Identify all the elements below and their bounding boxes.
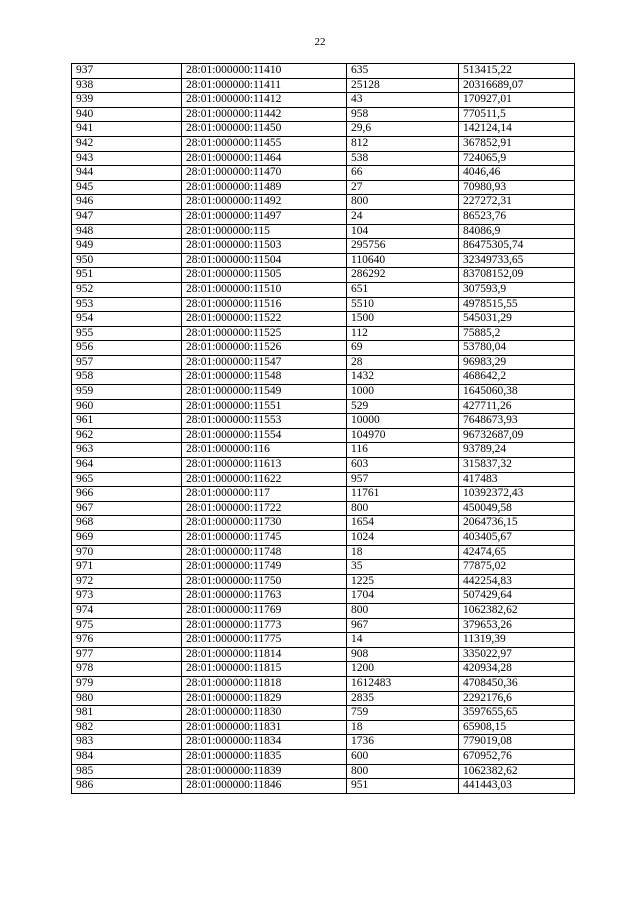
- table-row: [72, 458, 575, 473]
- table-row: [72, 122, 575, 137]
- area-cell: 2835: [347, 691, 459, 706]
- value-cell: 441443,03: [459, 779, 575, 794]
- table-row: [72, 341, 575, 356]
- value-cell: 724065,9: [459, 151, 575, 166]
- row-number-cell: 957: [72, 355, 182, 370]
- cadastral-number-cell: 28:01:000000:11450: [182, 122, 347, 137]
- area-cell: 800: [347, 501, 459, 516]
- cadastral-number-cell: 28:01:000000:11547: [182, 355, 347, 370]
- area-cell: 1654: [347, 516, 459, 531]
- area-cell: 14: [347, 633, 459, 648]
- value-cell: 7648673,93: [459, 414, 575, 429]
- area-cell: 104970: [347, 428, 459, 443]
- row-number-cell: 942: [72, 136, 182, 151]
- value-cell: 545031,29: [459, 312, 575, 327]
- table-row: [72, 239, 575, 254]
- table-row: [72, 676, 575, 691]
- row-number-cell: 983: [72, 735, 182, 750]
- data-table: [71, 63, 575, 794]
- value-cell: 507429,64: [459, 589, 575, 604]
- cadastral-number-cell: 28:01:000000:11551: [182, 399, 347, 414]
- area-cell: 10000: [347, 414, 459, 429]
- value-cell: 403405,67: [459, 531, 575, 546]
- row-number-cell: 943: [72, 151, 182, 166]
- area-cell: 116: [347, 443, 459, 458]
- row-number-cell: 969: [72, 531, 182, 546]
- value-cell: 468642,2: [459, 370, 575, 385]
- cadastral-number-cell: 28:01:000000:11548: [182, 370, 347, 385]
- area-cell: 112: [347, 326, 459, 341]
- table-row: [72, 166, 575, 181]
- area-cell: 1200: [347, 662, 459, 677]
- row-number-cell: 964: [72, 458, 182, 473]
- row-number-cell: 953: [72, 297, 182, 312]
- value-cell: 315837,32: [459, 458, 575, 473]
- row-number-cell: 944: [72, 166, 182, 181]
- table-row: [72, 647, 575, 662]
- value-cell: 4046,46: [459, 166, 575, 181]
- cadastral-number-cell: 28:01:000000:11470: [182, 166, 347, 181]
- area-cell: 800: [347, 603, 459, 618]
- row-number-cell: 971: [72, 560, 182, 575]
- table-row: [72, 706, 575, 721]
- cadastral-number-cell: 28:01:000000:11549: [182, 385, 347, 400]
- value-cell: 142124,14: [459, 122, 575, 137]
- cadastral-number-cell: 28:01:000000:11516: [182, 297, 347, 312]
- table-row: [72, 414, 575, 429]
- row-number-cell: 950: [72, 253, 182, 268]
- row-number-cell: 982: [72, 720, 182, 735]
- table-row: [72, 501, 575, 516]
- table-row: [72, 78, 575, 93]
- cadastral-number-cell: 28:01:000000:11773: [182, 618, 347, 633]
- table-row: [72, 282, 575, 297]
- row-number-cell: 960: [72, 399, 182, 414]
- table-row: [72, 253, 575, 268]
- area-cell: 24: [347, 209, 459, 224]
- cadastral-number-cell: 28:01:000000:11489: [182, 180, 347, 195]
- row-number-cell: 980: [72, 691, 182, 706]
- row-number-cell: 973: [72, 589, 182, 604]
- value-cell: 75885,2: [459, 326, 575, 341]
- table-body: [72, 64, 575, 794]
- value-cell: 86523,76: [459, 209, 575, 224]
- row-number-cell: 966: [72, 487, 182, 502]
- cadastral-number-cell: 28:01:000000:11464: [182, 151, 347, 166]
- row-number-cell: 963: [72, 443, 182, 458]
- cadastral-number-cell: 28:01:000000:11818: [182, 676, 347, 691]
- cadastral-number-cell: 28:01:000000:11554: [182, 428, 347, 443]
- row-number-cell: 984: [72, 749, 182, 764]
- table-row: [72, 180, 575, 195]
- table-row: [72, 93, 575, 108]
- row-number-cell: 938: [72, 78, 182, 93]
- area-cell: 967: [347, 618, 459, 633]
- cadastral-number-cell: 28:01:000000:11769: [182, 603, 347, 618]
- value-cell: 77875,02: [459, 560, 575, 575]
- row-number-cell: 972: [72, 574, 182, 589]
- cadastral-number-cell: 28:01:000000:11505: [182, 268, 347, 283]
- cadastral-number-cell: 28:01:000000:11835: [182, 749, 347, 764]
- row-number-cell: 970: [72, 545, 182, 560]
- row-number-cell: 945: [72, 180, 182, 195]
- value-cell: 3597655,65: [459, 706, 575, 721]
- table-row: [72, 326, 575, 341]
- table-row: [72, 633, 575, 648]
- cadastral-number-cell: 28:01:000000:11830: [182, 706, 347, 721]
- value-cell: 770511,5: [459, 107, 575, 122]
- table-row: [72, 355, 575, 370]
- area-cell: 25128: [347, 78, 459, 93]
- row-number-cell: 949: [72, 239, 182, 254]
- area-cell: 286292: [347, 268, 459, 283]
- row-number-cell: 948: [72, 224, 182, 239]
- cadastral-number-cell: 28:01:000000:11745: [182, 531, 347, 546]
- table-row: [72, 603, 575, 618]
- cadastral-number-cell: 28:01:000000:11411: [182, 78, 347, 93]
- value-cell: 42474,65: [459, 545, 575, 560]
- cadastral-number-cell: 28:01:000000:11412: [182, 93, 347, 108]
- value-cell: 227272,31: [459, 195, 575, 210]
- area-cell: 35: [347, 560, 459, 575]
- table-row: [72, 764, 575, 779]
- value-cell: 83708152,09: [459, 268, 575, 283]
- value-cell: 86475305,74: [459, 239, 575, 254]
- cadastral-number-cell: 28:01:000000:11831: [182, 720, 347, 735]
- value-cell: 93789,24: [459, 443, 575, 458]
- cadastral-number-cell: 28:01:000000:11455: [182, 136, 347, 151]
- area-cell: 18: [347, 720, 459, 735]
- area-cell: 1704: [347, 589, 459, 604]
- table-row: [72, 136, 575, 151]
- value-cell: 4708450,36: [459, 676, 575, 691]
- value-cell: 10392372,43: [459, 487, 575, 502]
- row-number-cell: 955: [72, 326, 182, 341]
- row-number-cell: 979: [72, 676, 182, 691]
- value-cell: 170927,01: [459, 93, 575, 108]
- row-number-cell: 985: [72, 764, 182, 779]
- cadastral-number-cell: 28:01:000000:117: [182, 487, 347, 502]
- value-cell: 32349733,65: [459, 253, 575, 268]
- value-cell: 11319,39: [459, 633, 575, 648]
- table-row: [72, 312, 575, 327]
- area-cell: 957: [347, 472, 459, 487]
- row-number-cell: 958: [72, 370, 182, 385]
- value-cell: 65908,15: [459, 720, 575, 735]
- cadastral-number-cell: 28:01:000000:11526: [182, 341, 347, 356]
- table-row: [72, 443, 575, 458]
- row-number-cell: 954: [72, 312, 182, 327]
- area-cell: 66: [347, 166, 459, 181]
- row-number-cell: 946: [72, 195, 182, 210]
- value-cell: 96983,29: [459, 355, 575, 370]
- area-cell: 635: [347, 64, 459, 79]
- table-row: [72, 195, 575, 210]
- row-number-cell: 968: [72, 516, 182, 531]
- cadastral-number-cell: 28:01:000000:11503: [182, 239, 347, 254]
- table-row: [72, 545, 575, 560]
- area-cell: 958: [347, 107, 459, 122]
- area-cell: 28: [347, 355, 459, 370]
- table-row: [72, 691, 575, 706]
- area-cell: 800: [347, 764, 459, 779]
- row-number-cell: 947: [72, 209, 182, 224]
- area-cell: 600: [347, 749, 459, 764]
- value-cell: 2292176,6: [459, 691, 575, 706]
- value-cell: 442254,83: [459, 574, 575, 589]
- area-cell: 1736: [347, 735, 459, 750]
- area-cell: 951: [347, 779, 459, 794]
- row-number-cell: 974: [72, 603, 182, 618]
- value-cell: 427711,26: [459, 399, 575, 414]
- area-cell: 27: [347, 180, 459, 195]
- table-row: [72, 268, 575, 283]
- row-number-cell: 962: [72, 428, 182, 443]
- table-row: [72, 560, 575, 575]
- area-cell: 5510: [347, 297, 459, 312]
- cadastral-number-cell: 28:01:000000:11553: [182, 414, 347, 429]
- row-number-cell: 956: [72, 341, 182, 356]
- row-number-cell: 959: [72, 385, 182, 400]
- cadastral-number-cell: 28:01:000000:11750: [182, 574, 347, 589]
- row-number-cell: 975: [72, 618, 182, 633]
- row-number-cell: 951: [72, 268, 182, 283]
- row-number-cell: 939: [72, 93, 182, 108]
- area-cell: 1000: [347, 385, 459, 400]
- area-cell: 651: [347, 282, 459, 297]
- row-number-cell: 986: [72, 779, 182, 794]
- cadastral-number-cell: 28:01:000000:11410: [182, 64, 347, 79]
- value-cell: 779019,08: [459, 735, 575, 750]
- table-row: [72, 209, 575, 224]
- table-row: [72, 749, 575, 764]
- table-row: [72, 428, 575, 443]
- value-cell: 1062382,62: [459, 764, 575, 779]
- value-cell: 367852,91: [459, 136, 575, 151]
- cadastral-number-cell: 28:01:000000:11497: [182, 209, 347, 224]
- cadastral-number-cell: 28:01:000000:115: [182, 224, 347, 239]
- area-cell: 1024: [347, 531, 459, 546]
- area-cell: 603: [347, 458, 459, 473]
- table-row: [72, 531, 575, 546]
- value-cell: 513415,22: [459, 64, 575, 79]
- row-number-cell: 976: [72, 633, 182, 648]
- table-row: [72, 224, 575, 239]
- area-cell: 1500: [347, 312, 459, 327]
- area-cell: 759: [347, 706, 459, 721]
- cadastral-number-cell: 28:01:000000:11814: [182, 647, 347, 662]
- table-row: [72, 297, 575, 312]
- table-row: [72, 151, 575, 166]
- value-cell: 379653,26: [459, 618, 575, 633]
- area-cell: 295756: [347, 239, 459, 254]
- cadastral-number-cell: 28:01:000000:11525: [182, 326, 347, 341]
- area-cell: 812: [347, 136, 459, 151]
- value-cell: 70980,93: [459, 180, 575, 195]
- area-cell: 110640: [347, 253, 459, 268]
- area-cell: 1612483: [347, 676, 459, 691]
- area-cell: 104: [347, 224, 459, 239]
- area-cell: 908: [347, 647, 459, 662]
- area-cell: 538: [347, 151, 459, 166]
- cadastral-number-cell: 28:01:000000:11504: [182, 253, 347, 268]
- row-number-cell: 941: [72, 122, 182, 137]
- table-row: [72, 370, 575, 385]
- page-number: 22: [314, 36, 326, 48]
- cadastral-number-cell: 28:01:000000:11829: [182, 691, 347, 706]
- value-cell: 4978515,55: [459, 297, 575, 312]
- cadastral-number-cell: 28:01:000000:11775: [182, 633, 347, 648]
- row-number-cell: 977: [72, 647, 182, 662]
- row-number-cell: 978: [72, 662, 182, 677]
- cadastral-number-cell: 28:01:000000:11722: [182, 501, 347, 516]
- area-cell: 529: [347, 399, 459, 414]
- cadastral-number-cell: 28:01:000000:11763: [182, 589, 347, 604]
- row-number-cell: 967: [72, 501, 182, 516]
- table-row: [72, 472, 575, 487]
- cadastral-number-cell: 28:01:000000:11749: [182, 560, 347, 575]
- row-number-cell: 937: [72, 64, 182, 79]
- cadastral-number-cell: 28:01:000000:11522: [182, 312, 347, 327]
- area-cell: 11761: [347, 487, 459, 502]
- table-row: [72, 487, 575, 502]
- cadastral-number-cell: 28:01:000000:11834: [182, 735, 347, 750]
- cadastral-number-cell: 28:01:000000:11730: [182, 516, 347, 531]
- table-row: [72, 107, 575, 122]
- area-cell: 1432: [347, 370, 459, 385]
- area-cell: 29,6: [347, 122, 459, 137]
- row-number-cell: 961: [72, 414, 182, 429]
- value-cell: 417483: [459, 472, 575, 487]
- value-cell: 84086,9: [459, 224, 575, 239]
- value-cell: 450049,58: [459, 501, 575, 516]
- value-cell: 1645060,38: [459, 385, 575, 400]
- value-cell: 420934,28: [459, 662, 575, 677]
- cadastral-number-cell: 28:01:000000:11846: [182, 779, 347, 794]
- table-row: [72, 589, 575, 604]
- area-cell: 69: [347, 341, 459, 356]
- table-row: [72, 385, 575, 400]
- value-cell: 307593,9: [459, 282, 575, 297]
- table-row: [72, 399, 575, 414]
- area-cell: 1225: [347, 574, 459, 589]
- value-cell: 53780,04: [459, 341, 575, 356]
- area-cell: 43: [347, 93, 459, 108]
- cadastral-number-cell: 28:01:000000:11815: [182, 662, 347, 677]
- table-row: [72, 618, 575, 633]
- row-number-cell: 981: [72, 706, 182, 721]
- area-cell: 800: [347, 195, 459, 210]
- cadastral-number-cell: 28:01:000000:11622: [182, 472, 347, 487]
- cadastral-number-cell: 28:01:000000:11442: [182, 107, 347, 122]
- cadastral-number-cell: 28:01:000000:11510: [182, 282, 347, 297]
- row-number-cell: 952: [72, 282, 182, 297]
- table-row: [72, 779, 575, 794]
- cadastral-number-cell: 28:01:000000:11839: [182, 764, 347, 779]
- table-row: [72, 516, 575, 531]
- value-cell: 670952,76: [459, 749, 575, 764]
- cadastral-number-cell: 28:01:000000:11613: [182, 458, 347, 473]
- value-cell: 2064736,15: [459, 516, 575, 531]
- table-row: [72, 720, 575, 735]
- value-cell: 96732687,09: [459, 428, 575, 443]
- cadastral-number-cell: 28:01:000000:11492: [182, 195, 347, 210]
- table-row: [72, 574, 575, 589]
- value-cell: 1062382,62: [459, 603, 575, 618]
- value-cell: 20316689,07: [459, 78, 575, 93]
- table-row: [72, 735, 575, 750]
- row-number-cell: 940: [72, 107, 182, 122]
- table-row: [72, 64, 575, 79]
- row-number-cell: 965: [72, 472, 182, 487]
- cadastral-number-cell: 28:01:000000:11748: [182, 545, 347, 560]
- value-cell: 335022,97: [459, 647, 575, 662]
- area-cell: 18: [347, 545, 459, 560]
- table-row: [72, 662, 575, 677]
- cadastral-number-cell: 28:01:000000:116: [182, 443, 347, 458]
